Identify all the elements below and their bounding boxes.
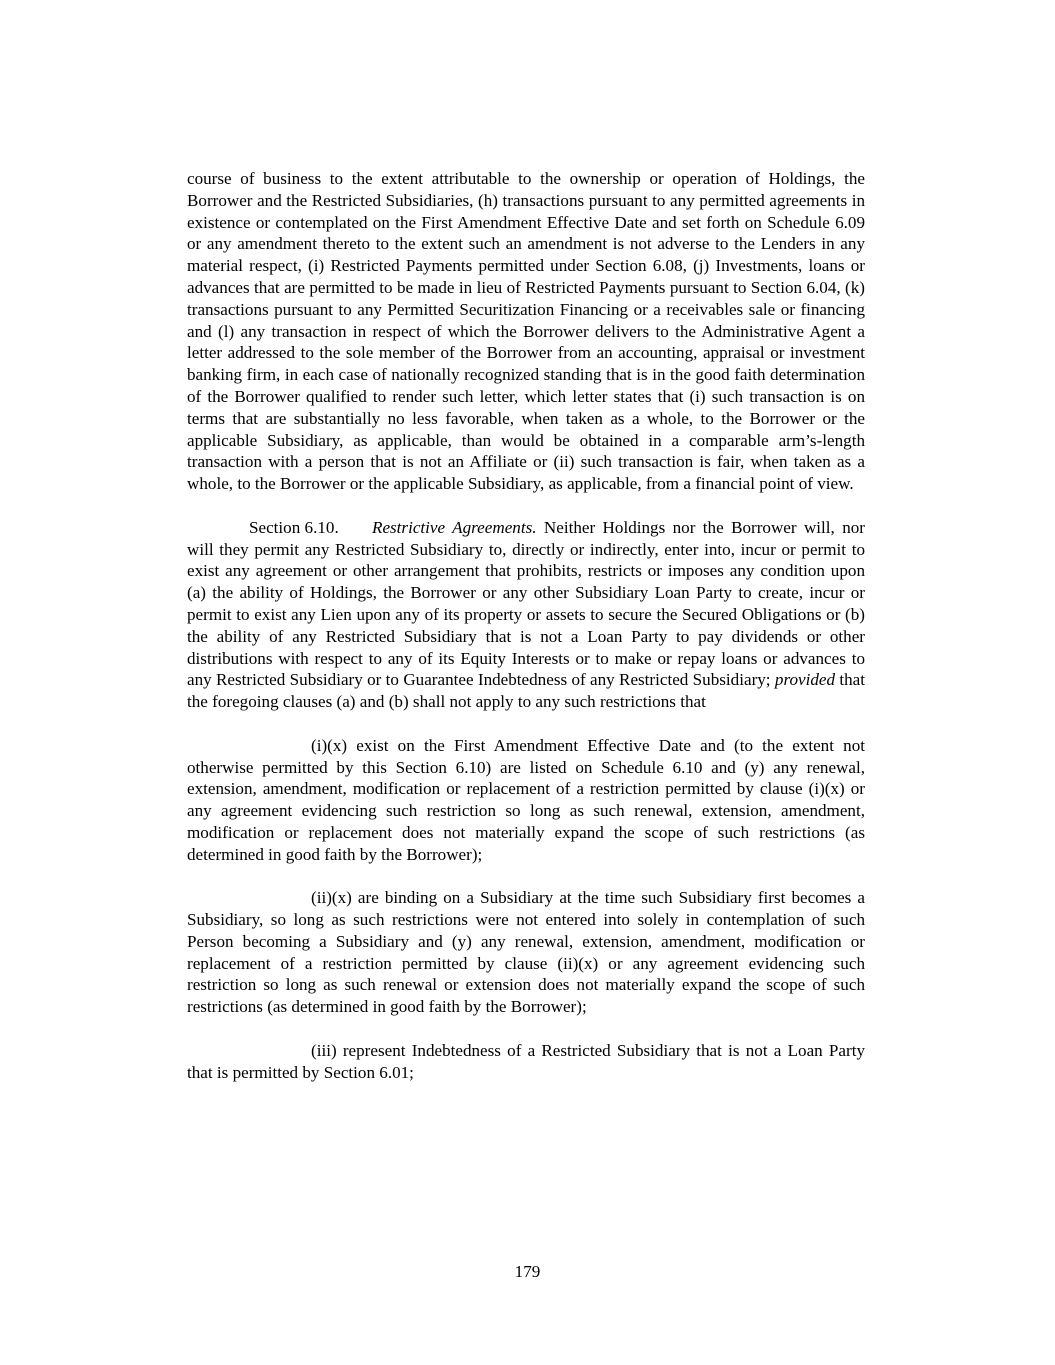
clause-ii: (ii)(x) are binding on a Subsidiary at the time such Subsidiary first becomes a Subsidiary, so long as such restrictions were not entered into solely in contemplation of such Person becoming a Subsidiary and (y) any renewal, extension, amendment, modification or replacement of a restriction permitted by clause (ii)(x) or any agreement evidencing such restriction so long as such renewal or extension does not materially expand the scope of such restrictions (as determined in good faith by the Borrower); [187,888,865,1017]
section-6-10-paragraph [187,517,865,713]
page-number: 179 [514,1262,541,1281]
document-page [187,168,865,1083]
clause-iii: (iii) represent Indebtedness of a Restricted Subsidiary that is not a Loan Party that is permitted by Section 6.01; [187,1040,865,1082]
continuation-paragraph: course of business to the extent attributable to the ownership or operation of Holdings, the Borrower and the Restricted Subsidiaries, (h) transactions pursuant to any permitted agreements in existence or contemplated on the First Amendment Effective Date and set forth on Schedule 6.09 or any amendment thereto to the extent such an amendment is not adverse to the Lenders in any material respect, (i) Restricted Payments permitted under Section 6.08, (j) Investments, loans or advances that are permitted to be made in lieu of Restricted Payments pursuant to Section 6.04, (k) transactions pursuant to any Permitted Securitization Financing or a receivables sale or financing and (l) any transaction in respect of which the Borrower delivers to the Administrative Agent a letter addressed to the sole member of the Borrower from an accounting, appraisal or investment banking firm, in each case of nationally recognized standing that is in the good faith determination of the Borrower qualified to render such letter, which letter states that (i) such transaction is on terms that are substantially no less favorable, when taken as a whole, to the Borrower or the applicable Subsidiary, as applicable, than would be obtained in a comparable arm’s-length transaction with a person that is not an Affiliate or (ii) such transaction is fair, when taken as a whole, to the Borrower or the applicable Subsidiary, as applicable, from a financial point of view. [187,169,865,494]
section-title: Restrictive Agreements. [372,517,537,537]
section-number: Section 6.10. [249,517,339,537]
section-body-part2: that the foregoing clauses (a) and (b) shall not apply to any such restrictions that [187,670,865,712]
section-body-part1: Neither Holdings nor the Borrower will, nor will they permit any Restricted Subsidiary to, directly or indirectly, enter into, incur or permit to exist any agreement or other arrangement that prohibits, restricts or imposes any condition upon (a) the ability of Holdings, the Borrower or any other Subsidiary Loan Party to create, incur or permit to exist any Lien upon any of its property or assets to secure the Secured Obligations or (b) the ability of any Restricted Subsidiary that is not a Loan Party to pay dividends or other distributions with respect to any of its Equity Interests or to make or repay loans or advances to any Restricted Subsidiary or to Guarantee Indebtedness of any Restricted Subsidiary; [187,517,865,690]
section-body-emphasis: provided [774,670,836,690]
clause-i: (i)(x) exist on the First Amendment Effective Date and (to the extent not otherwise permitted by this Section 6.10) are listed on Schedule 6.10 and (y) any renewal, extension, amendment, modification or replacement of a restriction permitted by clause (i)(x) or any agreement evidencing such restriction so long as such renewal, extension, amendment, modification or replacement does not materially expand the scope of such restrictions (as determined in good faith by the Borrower); [187,735,865,864]
